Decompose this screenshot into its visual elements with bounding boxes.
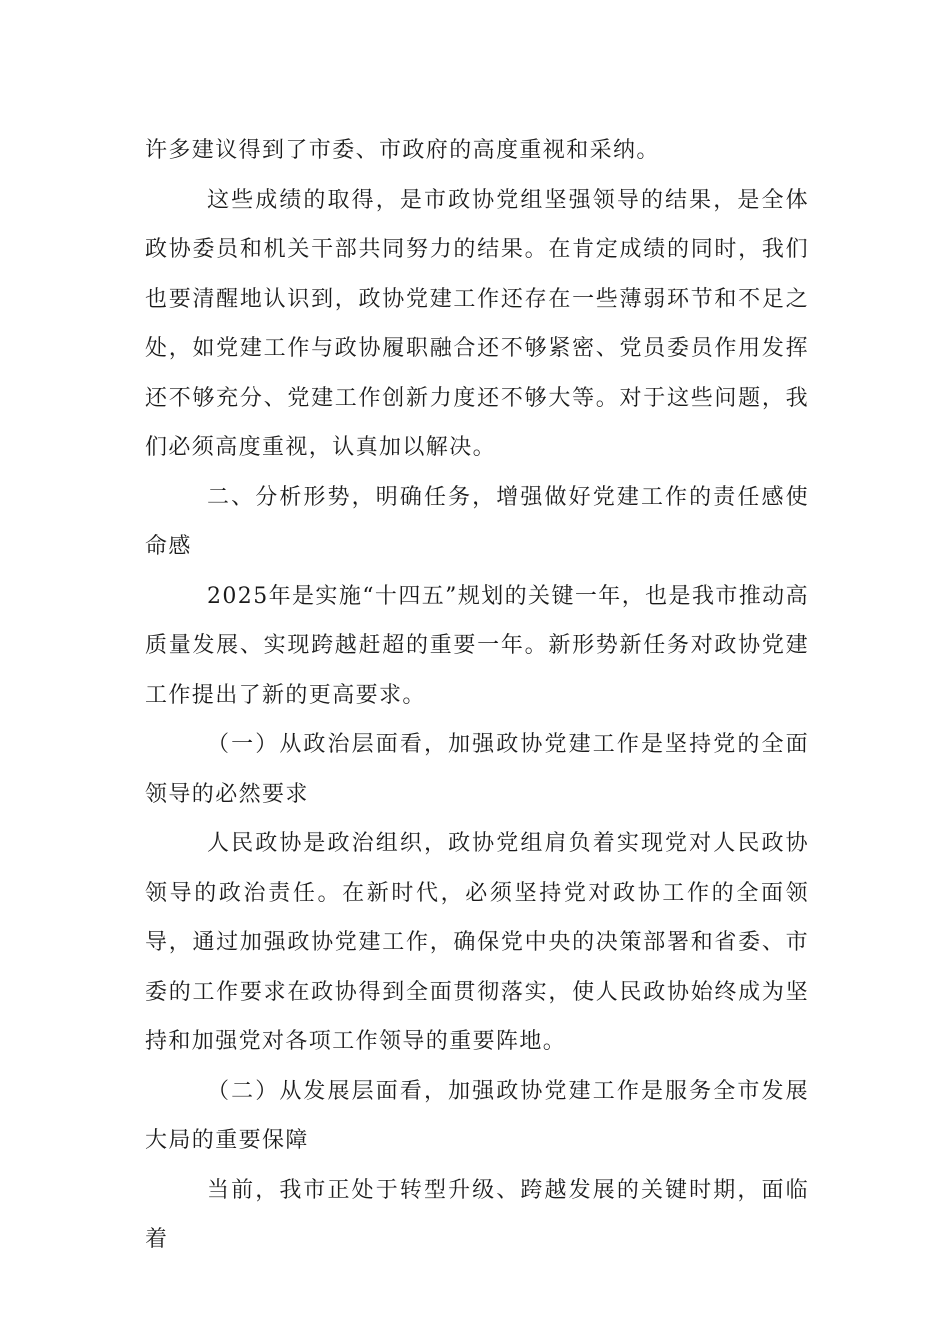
paragraph-development-level: 当前，我市正处于转型升级、跨越发展的关键时期，面临着: [145, 1177, 809, 1252]
document-body: [145, 126, 809, 1265]
paragraph-achievements-summary: 这些成绩的取得，是市政协党组坚强领导的结果，是全体政协委员和机关干部共同努力的结果。在肯定成绩的同时，我们也要清醒地认识到，政协党建工作还存在一些薄弱环节和不足之处，如党建工作与政协履职融合还不够紧密、党员委员作用发挥还不够充分、党建工作创新力度还不够大等。对于这些问题，我们必须高度重视，认真加以解决。: [145, 187, 809, 460]
section-heading-2: 二、分析形势，明确任务，增强做好党建工作的责任感使命感: [145, 484, 809, 559]
paragraph-2025-outlook: 2025年是实施“十四五”规划的关键一年，也是我市推动高质量发展、实现跨越赶超的重要一年。新形势新任务对政协党建工作提出了新的更高要求。: [145, 583, 809, 708]
paragraph-continuation: 许多建议得到了市委、市政府的高度重视和采纳。: [145, 138, 660, 163]
paragraph-political-level: 人民政协是政治组织，政协党组肩负着实现党对人民政协领导的政治责任。在新时代，必须坚持党对政协工作的全面领导，通过加强政协党建工作，确保党中央的决策部署和省委、市委的工作要求在政协得到全面贯彻落实，使人民政协始终成为坚持和加强党对各项工作领导的重要阵地。: [145, 831, 809, 1054]
subsection-heading-2: （二）从发展层面看，加强政协党建工作是服务全市发展大局的重要保障: [145, 1078, 809, 1153]
subsection-heading-1: （一）从政治层面看，加强政协党建工作是坚持党的全面领导的必然要求: [145, 732, 809, 807]
